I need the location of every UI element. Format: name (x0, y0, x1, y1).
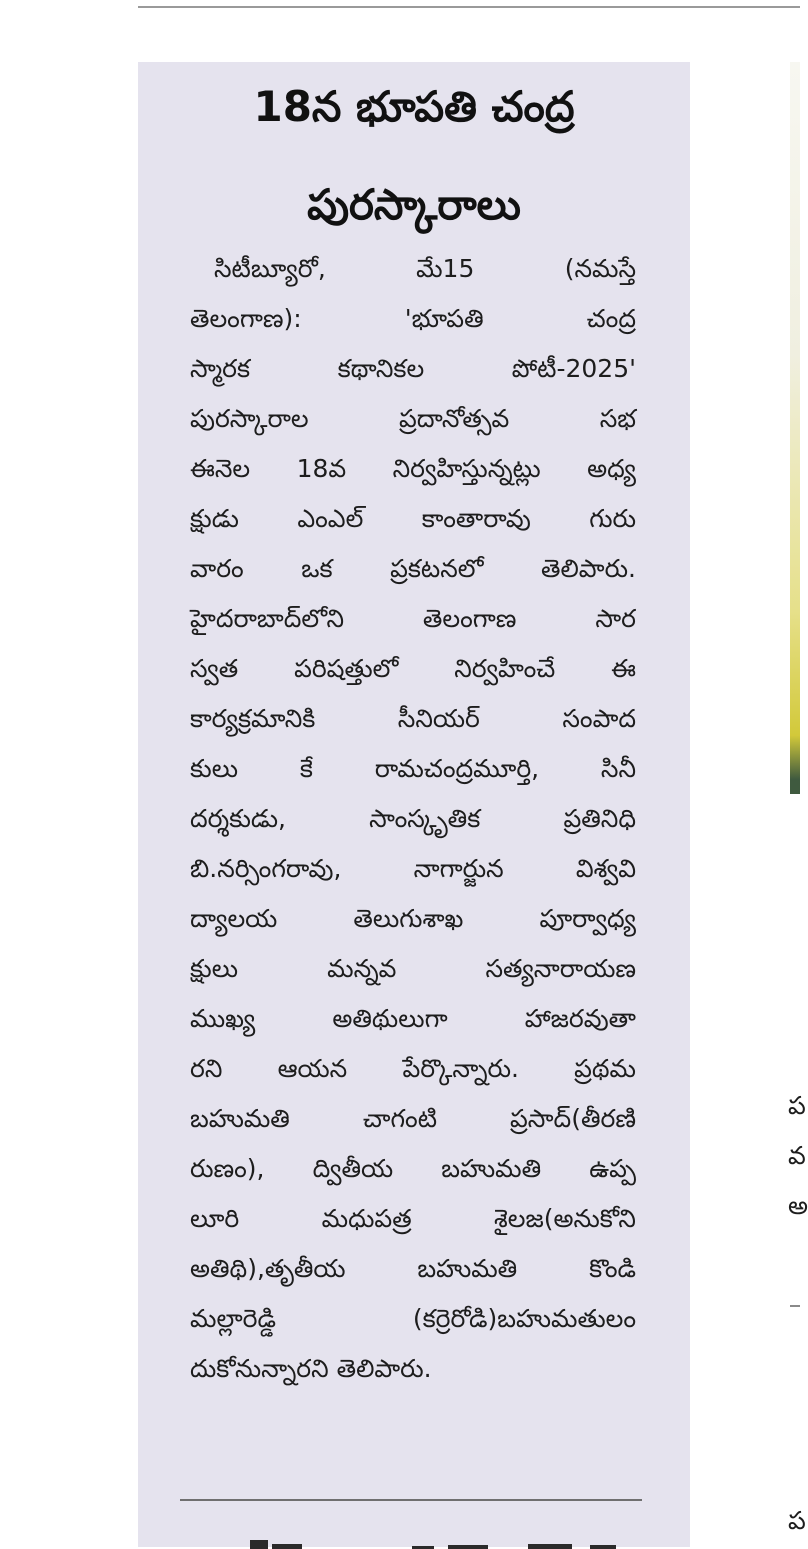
body-line: కులు కే రామచంద్రమూర్తి, సినీ (190, 754, 636, 783)
body-line: కార్యక్రమానికి సీనియర్ సంపాద (190, 704, 636, 733)
body-line: బి.నర్సింగరావు, నాగార్జున విశ్వవి (190, 854, 636, 883)
headline-line-2: పురస్కారాలు (307, 180, 521, 229)
article-divider (180, 1499, 642, 1501)
news-article (138, 62, 690, 1547)
top-rule (138, 6, 800, 8)
headline-line-1: 18న భూపతి చంద్ర (253, 82, 575, 131)
body-line: ఈనెల 18వ నిర్వహిస్తున్నట్లు అధ్య (190, 454, 636, 483)
body-line: క్షులు మన్నవ సత్యనారాయణ (190, 954, 636, 983)
body-line: బహుమతి చాగంటి ప్రసాద్(తీరణి (190, 1104, 636, 1133)
body-line: దర్శకుడు, సాంస్కృతిక ప్రతినిధి (190, 804, 636, 833)
body-line: లూరి మధుపత్ర శైలజ(అనుకోని (190, 1204, 636, 1233)
body-line: క్షుడు ఎంఎల్ కాంతారావు గురు (190, 504, 636, 533)
body-line: ముఖ్య అతిథులుగా హాజరవుతా (190, 1004, 636, 1033)
body-line: మల్లారెడ్డి (కర్రెరోడి)బహుమతులం (190, 1304, 636, 1333)
body-line: ద్యాలయ తెలుగుశాఖ పూర్వాధ్య (190, 904, 636, 933)
next-article-headline-cropped (180, 1540, 642, 1549)
adjacent-photo-edge (790, 62, 800, 794)
body-line: రుణం), ద్వితీయ బహుమతి ఉప్ప (190, 1154, 636, 1183)
body-line: రని ఆయన పేర్కొన్నారు. ప్రథమ (190, 1054, 636, 1083)
body-line: తెలంగాణ): 'భూపతి చంద్ర (190, 304, 636, 333)
body-line: అతిథి),తృతీయ బహుమతి కొండి (190, 1254, 636, 1283)
body-line: వారం ఒక ప్రకటనలో తెలిపారు. (190, 554, 636, 583)
body-line: స్వత పరిషత్తులో నిర్వహించే ఈ (190, 654, 636, 683)
body-line: పురస్కారాల ప్రదానోత్సవ సభ (190, 404, 636, 433)
body-line: స్మారక కథానికల పోటీ-2025' (190, 354, 636, 383)
body-line: సిటీబ్యూరో, మే15 (నమస్తే (214, 254, 636, 283)
body-line: హైదరాబాద్‌లోని తెలంగాణ సార (190, 604, 636, 633)
body-line: దుకోనున్నారని తెలిపారు. (190, 1354, 432, 1383)
